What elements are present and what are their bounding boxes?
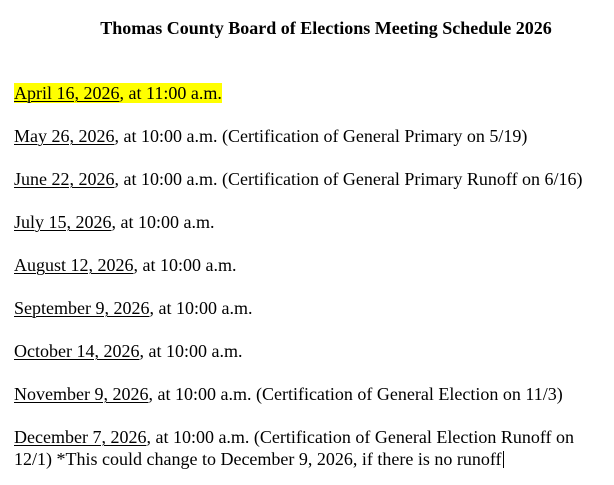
meeting-item-august: [14, 254, 606, 276]
meeting-date: June 22, 2026: [14, 169, 115, 189]
meeting-date: December 7, 2026: [14, 427, 147, 447]
meeting-details: , at 10:00 a.m.: [139, 341, 243, 361]
meeting-date: October 14, 2026: [14, 341, 140, 361]
meeting-details: , at 10:00 a.m.: [149, 298, 253, 318]
meeting-item-july: [14, 211, 606, 233]
meeting-date: September 9, 2026: [14, 298, 150, 318]
meeting-date: May 26, 2026: [14, 126, 115, 146]
meeting-details: , at 10:00 a.m.: [133, 255, 237, 275]
meeting-item-april: [14, 82, 606, 104]
highlighted-text: [14, 83, 222, 103]
document-title: Thomas County Board of Elections Meeting Schedule 2026: [100, 18, 552, 38]
meeting-item-june: [14, 168, 606, 190]
meeting-date: November 9, 2026: [14, 384, 149, 404]
meeting-details: , at 11:00 a.m.: [119, 83, 222, 103]
meeting-date: August 12, 2026: [14, 255, 134, 275]
meeting-item-november: [14, 383, 606, 405]
meeting-date: April 16, 2026: [14, 83, 120, 103]
meeting-item-september: [14, 297, 606, 319]
text-cursor: [503, 451, 504, 468]
meeting-item-may: [14, 125, 606, 147]
meeting-details: , at 10:00 a.m.: [111, 212, 215, 232]
meeting-item-october: [14, 340, 606, 362]
meeting-details: , at 10:00 a.m. (Certification of General Election on 11/3): [148, 384, 563, 404]
meeting-details: , at 10:00 a.m. (Certification of General Primary on 5/19): [114, 126, 528, 146]
meeting-details: , at 10:00 a.m. (Certification of General Primary Runoff on 6/16): [114, 169, 583, 189]
meeting-details: , at 10:00 a.m. (Certification of General Election Runoff on 12/1) *This could change to December 9, 2026, if there is no runoff: [14, 427, 574, 469]
meeting-date: July 15, 2026: [14, 212, 112, 232]
meeting-item-december: [14, 426, 606, 470]
